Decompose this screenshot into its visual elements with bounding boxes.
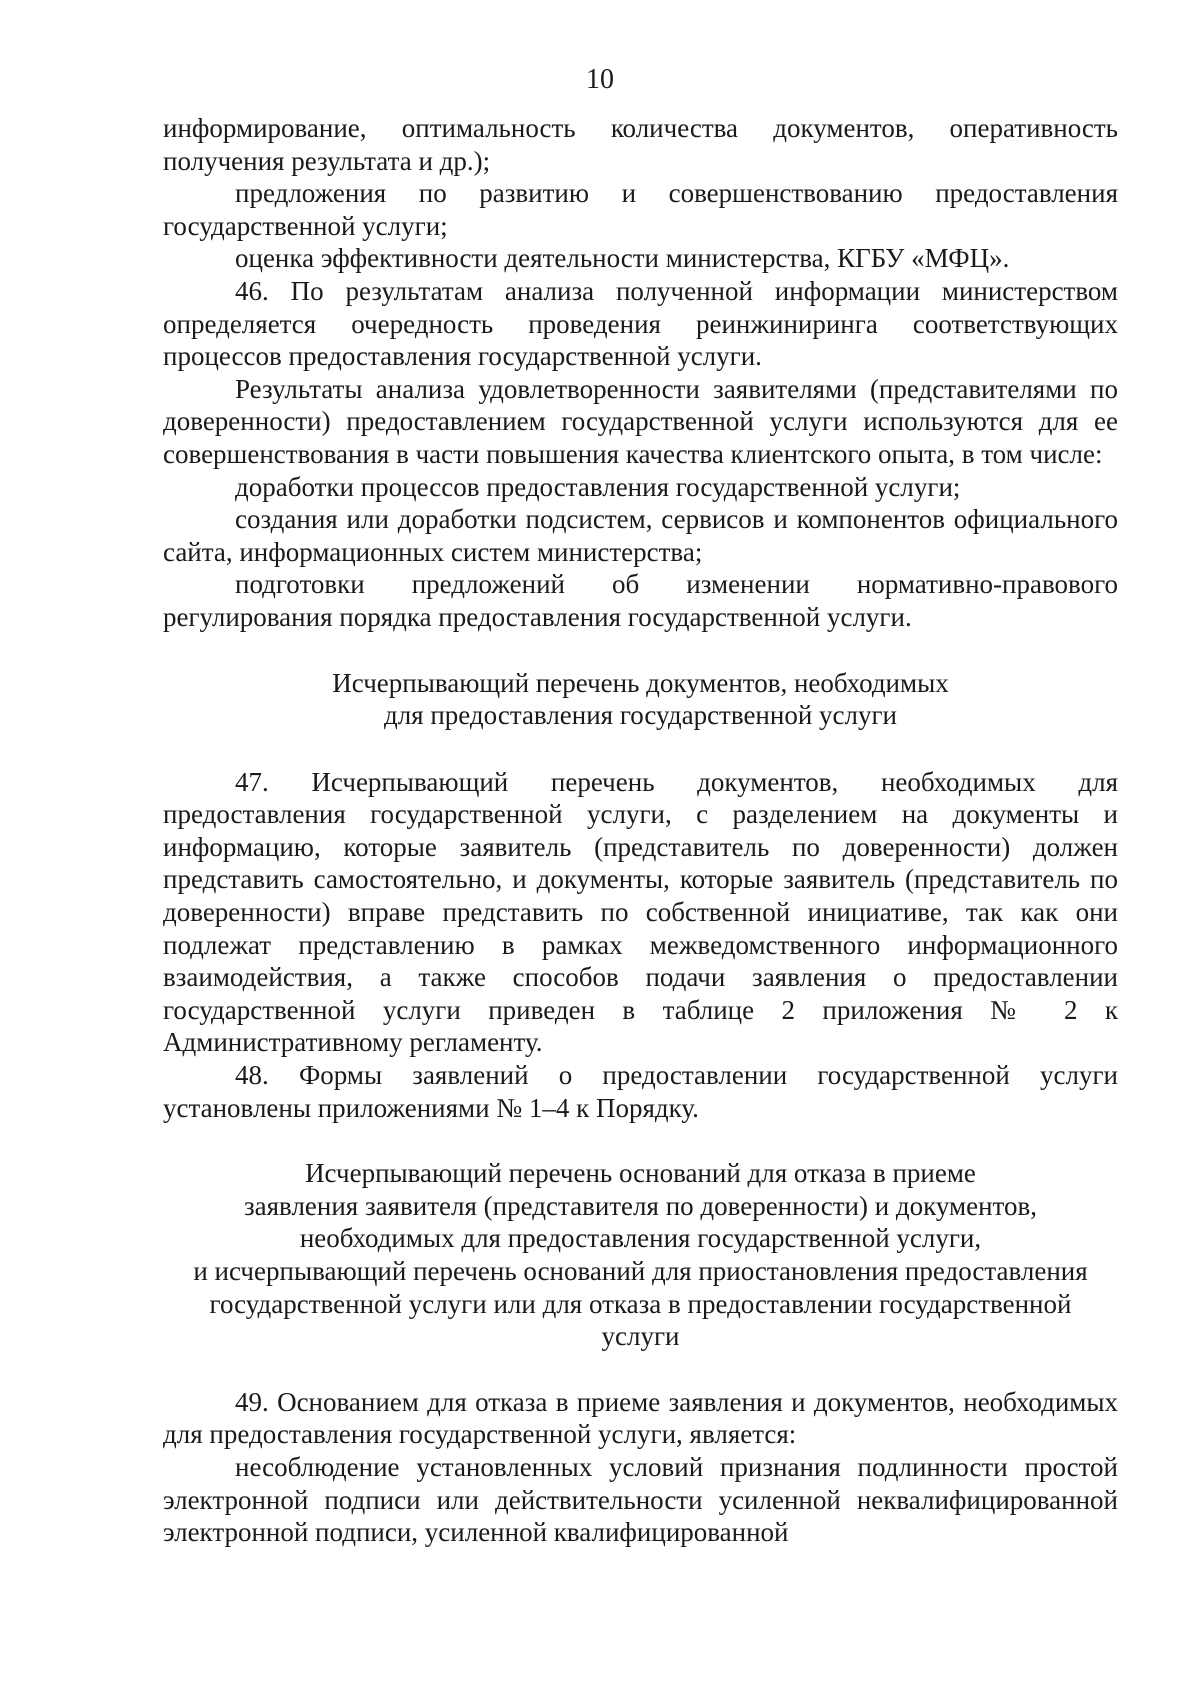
- list-item: создания или доработки подсистем, сервисов и компонентов официального сайта, информационных систем министерства;: [163, 504, 1118, 567]
- paragraph-47: 47. Исчерпывающий перечень документов, необходимых для предоставления государственной услуги, с разделением на документы и информацию, которые заявитель (представитель по доверенности) должен представить самостоятельно, и документы, которые заявитель (представитель по доверенности) вправе представить по собственной инициативе, так как они подлежат представлению в рамках межведомственного информационного взаимодействия, а также способов подачи заявления о предоставлении государственной услуги приведен в таблице 2 приложения № 2 к Административному регламенту.: [163, 766, 1118, 1058]
- section-heading-refusal-grounds: [163, 1157, 1118, 1353]
- paragraph: оценка эффективности деятельности министерства, КГБУ «МФЦ».: [235, 243, 1010, 274]
- paragraph: информирование, оптимальность количества документов, оперативность получения результата и др.);: [163, 113, 1118, 176]
- paragraph-48: 48. Формы заявлений о предоставлении государственной услуги установлены приложениями № 1–4 к Порядку.: [163, 1060, 1118, 1123]
- heading-line: и исчерпывающий перечень оснований для приостановления предоставления: [193, 1256, 1088, 1286]
- heading-line: Исчерпывающий перечень документов, необходимых: [332, 667, 949, 698]
- list-item: доработки процессов предоставления государственной услуги;: [235, 471, 961, 502]
- paragraph: Результаты анализа удовлетворенности заявителями (представителями по доверенности) предоставлением государственной услуги используются для ее совершенствования в части повышения качества клиентского опыта, в том числе:: [163, 373, 1118, 469]
- list-item: подготовки предложений об изменении нормативно-правового регулирования порядка предоставления государственной услуги.: [163, 569, 1118, 632]
- heading-line: заявления заявителя (представителя по доверенности) и документов,: [243, 1190, 1038, 1221]
- section-heading-documents: [163, 667, 1118, 732]
- document-body: [163, 112, 1118, 1549]
- page-number: 10: [586, 64, 614, 95]
- heading-line: государственной услуги или для отказа в предоставлении государственной: [209, 1288, 1072, 1319]
- heading-line: Исчерпывающий перечень оснований для отказа в приеме: [305, 1158, 976, 1189]
- heading-line: для предоставления государственной услуги: [383, 700, 898, 731]
- heading-line: необходимых для предоставления государственной услуги,: [299, 1223, 982, 1254]
- heading-line: услуги: [601, 1321, 680, 1352]
- paragraph-49: 49. Основанием для отказа в приеме заявления и документов, необходимых для предоставления государственной услуги, является:: [163, 1386, 1118, 1450]
- paragraph: предложения по развитию и совершенствованию предоставления государственной услуги;: [163, 178, 1118, 241]
- paragraph: несоблюдение установленных условий признания подлинности простой электронной подписи или действительности усиленной неквалифицированной электронной подписи, усиленной квалифицированной: [163, 1451, 1118, 1548]
- paragraph-46: 46. По результатам анализа полученной информации министерством определяется очередность проведения реинжиниринга соответствующих процессов предоставления государственной услуги.: [163, 275, 1118, 372]
